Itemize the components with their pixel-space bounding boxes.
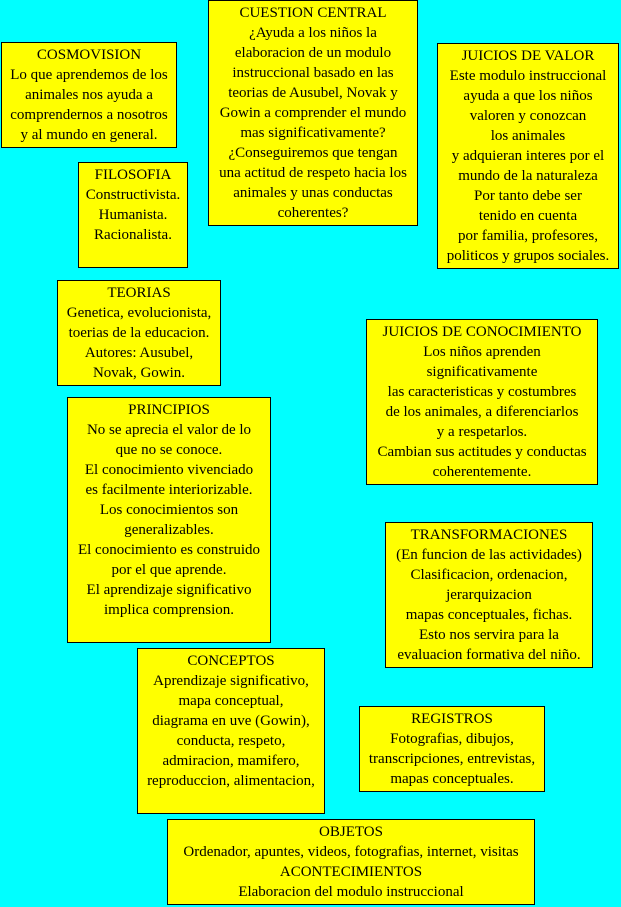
box-line: Lo que aprendemos de los — [10, 67, 168, 83]
box-title: FILOSOFIA — [94, 167, 172, 183]
box-line: mas significativamente? — [240, 125, 386, 141]
box-line: las caracteristicas y costumbres — [387, 384, 577, 400]
box-line: y a respetarlos. — [436, 424, 528, 440]
box-title: CONCEPTOS — [187, 653, 275, 669]
box-line: Cambian sus actitudes y conductas — [377, 444, 587, 460]
juicios-de-conocimiento-box — [366, 319, 598, 485]
box-line: transcripciones, entrevistas, — [368, 751, 536, 767]
box-line: Autores: Ausubel, — [84, 345, 194, 361]
box-line: por familia, profesores, — [458, 228, 598, 244]
box-line: mundo de la naturaleza — [458, 168, 598, 184]
box-title: REGISTROS — [411, 711, 493, 727]
box-line: mapas conceptuales, fichas. — [405, 607, 573, 623]
box-line: animales nos ayuda a — [25, 87, 153, 103]
juicios-de-valor-box — [437, 43, 619, 269]
box-line: Los conocimientos son — [99, 502, 239, 518]
box-line: mapa conceptual, — [178, 693, 284, 709]
box-line: que no se conoce. — [115, 442, 223, 458]
box-title: JUICIOS DE VALOR — [461, 48, 595, 64]
filosofia-box — [78, 162, 188, 268]
box-title: TRANSFORMACIONES — [410, 527, 568, 543]
box-title: TEORIAS — [107, 285, 171, 301]
box-line: los animales — [490, 128, 566, 144]
box-line: admiracion, mamifero, — [162, 753, 300, 769]
box-title: COSMOVISION — [36, 47, 142, 63]
box-line: Los niños aprenden — [423, 344, 541, 360]
box-line: Clasificacion, ordenacion, — [410, 567, 568, 583]
box-line: El conocimiento vivenciado — [84, 462, 254, 478]
box-line: ayuda a que los niños — [463, 88, 593, 104]
box-line: teorias de Ausubel, Novak y — [228, 85, 398, 101]
box-line: animales y unas conductas — [233, 185, 393, 201]
box-line: Novak, Gowin. — [92, 365, 186, 381]
box-title: OBJETOS — [319, 824, 383, 840]
box-line: implica comprension. — [104, 602, 234, 618]
registros-box — [359, 706, 545, 792]
objetos-box — [167, 819, 535, 905]
box-line: No se aprecia el valor de lo — [86, 422, 252, 438]
box-line: comprendernos a nosotros — [10, 107, 168, 123]
box-line: Gowin a comprender el mundo — [219, 105, 407, 121]
box-line: ¿Ayuda a los niños la — [249, 25, 377, 41]
box-line: El conocimiento es construido — [77, 542, 261, 558]
box-line: Constructivista. — [85, 187, 181, 203]
box-line: Esto nos servira para la — [419, 627, 559, 643]
box-line: elaboracion de un modulo — [234, 45, 392, 61]
box-line: (En funcion de las actividades) — [396, 547, 582, 563]
box-line: por el que aprende. — [111, 562, 227, 578]
box-line: Racionalista. — [94, 227, 172, 243]
box-line: conducta, respeto, — [176, 733, 286, 749]
box-line: significativamente — [426, 364, 538, 380]
box-line: Aprendizaje significativo, — [153, 673, 309, 689]
box-line: es facilmente interiorizable. — [85, 482, 253, 498]
box-title: PRINCIPIOS — [128, 402, 210, 418]
box-line: reproduccion, alimentacion, — [147, 773, 315, 789]
box-line: de los animales, a diferenciarlos — [385, 404, 579, 420]
teorias-box — [57, 280, 221, 386]
conceptos-box — [137, 648, 325, 814]
box-line: Humanista. — [98, 207, 168, 223]
box-line: evaluacion formativa del niño. — [397, 647, 581, 663]
box-line: toerias de la educacion. — [68, 325, 210, 341]
box-line: Por tanto debe ser — [474, 188, 582, 204]
box-line: diagrama en uve (Gowin), — [152, 713, 310, 729]
cuestion-central-box — [208, 0, 418, 226]
box-line: generalizables. — [124, 522, 214, 538]
box-line: jerarquizacion — [446, 587, 532, 603]
box-line: coherentes? — [277, 205, 349, 221]
box-title: JUICIOS DE CONOCIMIENTO — [382, 324, 582, 340]
box-line: coherentemente. — [432, 464, 532, 480]
box-line: Genetica, evolucionista, — [66, 305, 212, 321]
box-line: y adquieran interes por el — [451, 148, 605, 164]
box-line: Elaboracion del modulo instruccional — [238, 884, 464, 900]
principios-box — [67, 397, 271, 643]
box-line: Este modulo instruccional — [449, 68, 607, 84]
box-line: instruccional basado en las — [232, 65, 394, 81]
box-line: El aprendizaje significativo — [86, 582, 252, 598]
box-line: Fotografias, dibujos, — [390, 731, 514, 747]
box-title: CUESTION CENTRAL — [239, 5, 387, 21]
box-line: Ordenador, apuntes, videos, fotografias, internet, visitas — [183, 844, 519, 860]
box-line: valoren y conozcan — [469, 108, 587, 124]
box-line: ACONTECIMIENTOS — [279, 864, 423, 880]
cosmovision-box — [1, 42, 177, 148]
box-line: ¿Conseguiremos que tengan — [228, 145, 398, 161]
box-line: politicos y grupos sociales. — [446, 248, 610, 264]
box-line: mapas conceptuales. — [390, 771, 514, 787]
box-line: tenido en cuenta — [478, 208, 578, 224]
box-line: una actitud de respeto hacia los — [219, 165, 407, 181]
box-line: y al mundo en general. — [20, 127, 158, 143]
transformaciones-box — [385, 522, 593, 668]
